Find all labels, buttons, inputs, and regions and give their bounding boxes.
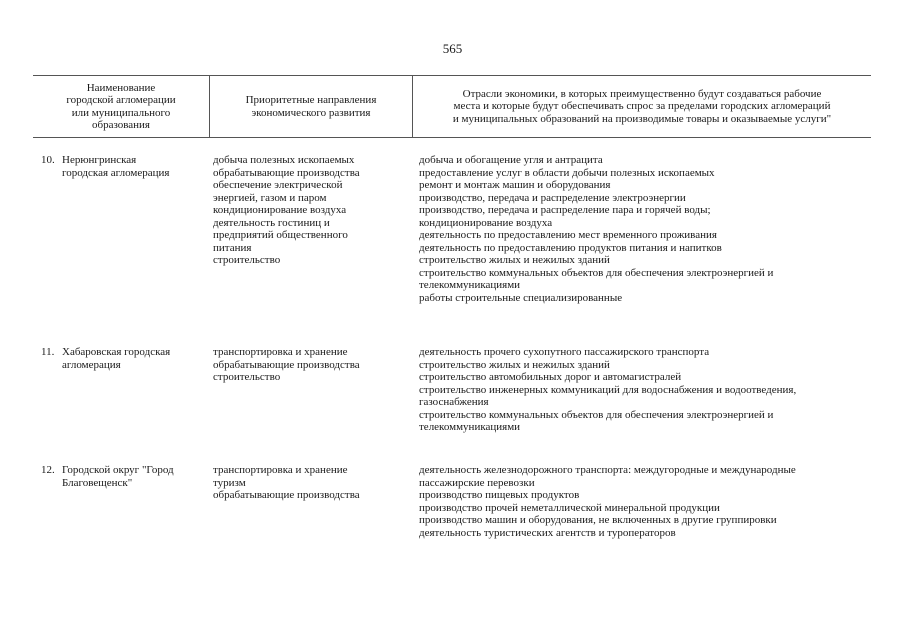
direction-item: обрабатывающие производства [213,166,360,179]
direction-item: транспортировка и хранение [213,346,348,358]
industry-item: деятельность туристических агентств и туроператоров [419,526,676,539]
industry-item: производство машин и оборудования, не включенных в другие группировки [419,514,777,526]
industry-item: предоставление услуг в области добычи полезных ископаемых [419,166,715,179]
header-col-name [33,76,209,137]
header-col-directions-text: Приоритетные направления экономического развития [245,94,377,119]
industry-item: производство пищевых продуктов [419,489,580,501]
row-name: Городской округ "Город Благовещенск" [62,464,174,489]
industry-item: производство, передача и распределение электроэнергии [419,191,686,204]
industry-item: деятельность по предоставлению мест временного проживания [419,229,717,241]
row-directions [213,154,413,267]
direction-item: деятельность гостиниц и предприятий общественного питания [213,216,348,254]
row-industries [419,154,879,304]
row-number: 11. [41,346,55,358]
industry-item: строительство жилых и нежилых зданий [419,358,610,371]
row-name: Нерюнгринская городская агломерация [62,154,170,179]
industry-item: строительство коммунальных объектов для обеспечения электроэнергией и телекоммуникациями [419,408,774,433]
header-col-industries [413,76,871,137]
page-number: 565 [442,41,463,56]
header-col-industries-text: Отрасли экономики, в которых преимущественно будут создаваться рабочие места и которые будут обеспечивать спрос за пределами городских агломераций и муниципальных образований на производимые товары и оказываемые услуги" [452,87,832,125]
row-name: Хабаровская городская агломерация [62,346,171,371]
industry-item: ремонт и монтаж машин и оборудования [419,179,611,191]
row-directions [213,464,413,502]
direction-item: туризм [213,476,246,489]
industry-item: строительство коммунальных объектов для обеспечения электроэнергией и телекоммуникациями [419,266,774,291]
industry-item: строительство инженерных коммуникаций для водоснабжения и водоотведения, газоснабжения [419,383,797,408]
direction-item: транспортировка и хранение [213,464,348,476]
industry-item: работы строительные специализированные [419,291,623,304]
direction-item: добыча полезных ископаемых [213,154,355,166]
industry-item: деятельность железнодорожного транспорта: междугородные и международные пассажирские перевозки [419,464,796,489]
industry-item: добыча и обогащение угля и антрацита [419,154,603,166]
direction-item: строительство [213,371,281,383]
industry-item: производство прочей неметаллической минеральной продукции [419,501,720,514]
row-industries [419,464,879,539]
header-col-name-text: Наименование городской агломерации или муниципального образования [66,81,176,131]
direction-item: строительство [213,254,281,266]
industry-item: деятельность по предоставлению продуктов питания и напитков [419,241,722,254]
direction-item: обеспечение электрической энергией, газом и паром кондиционирование воздуха [213,179,347,216]
row-industries [419,346,879,434]
row-directions [213,346,413,384]
industry-item: строительство жилых и нежилых зданий [419,254,610,266]
header-bottom-rule [33,137,871,138]
row-number: 12. [41,464,55,476]
industry-item: строительство автомобильных дорог и автомагистралей [419,371,682,383]
industry-item: производство, передача и распределение пара и горячей воды; кондиционирование воздуха [419,204,711,229]
row-number: 10. [41,154,55,166]
industry-item: деятельность прочего сухопутного пассажирского транспорта [419,346,710,358]
direction-item: обрабатывающие производства [213,358,360,371]
header-col-directions [210,76,412,137]
direction-item: обрабатывающие производства [213,489,360,501]
